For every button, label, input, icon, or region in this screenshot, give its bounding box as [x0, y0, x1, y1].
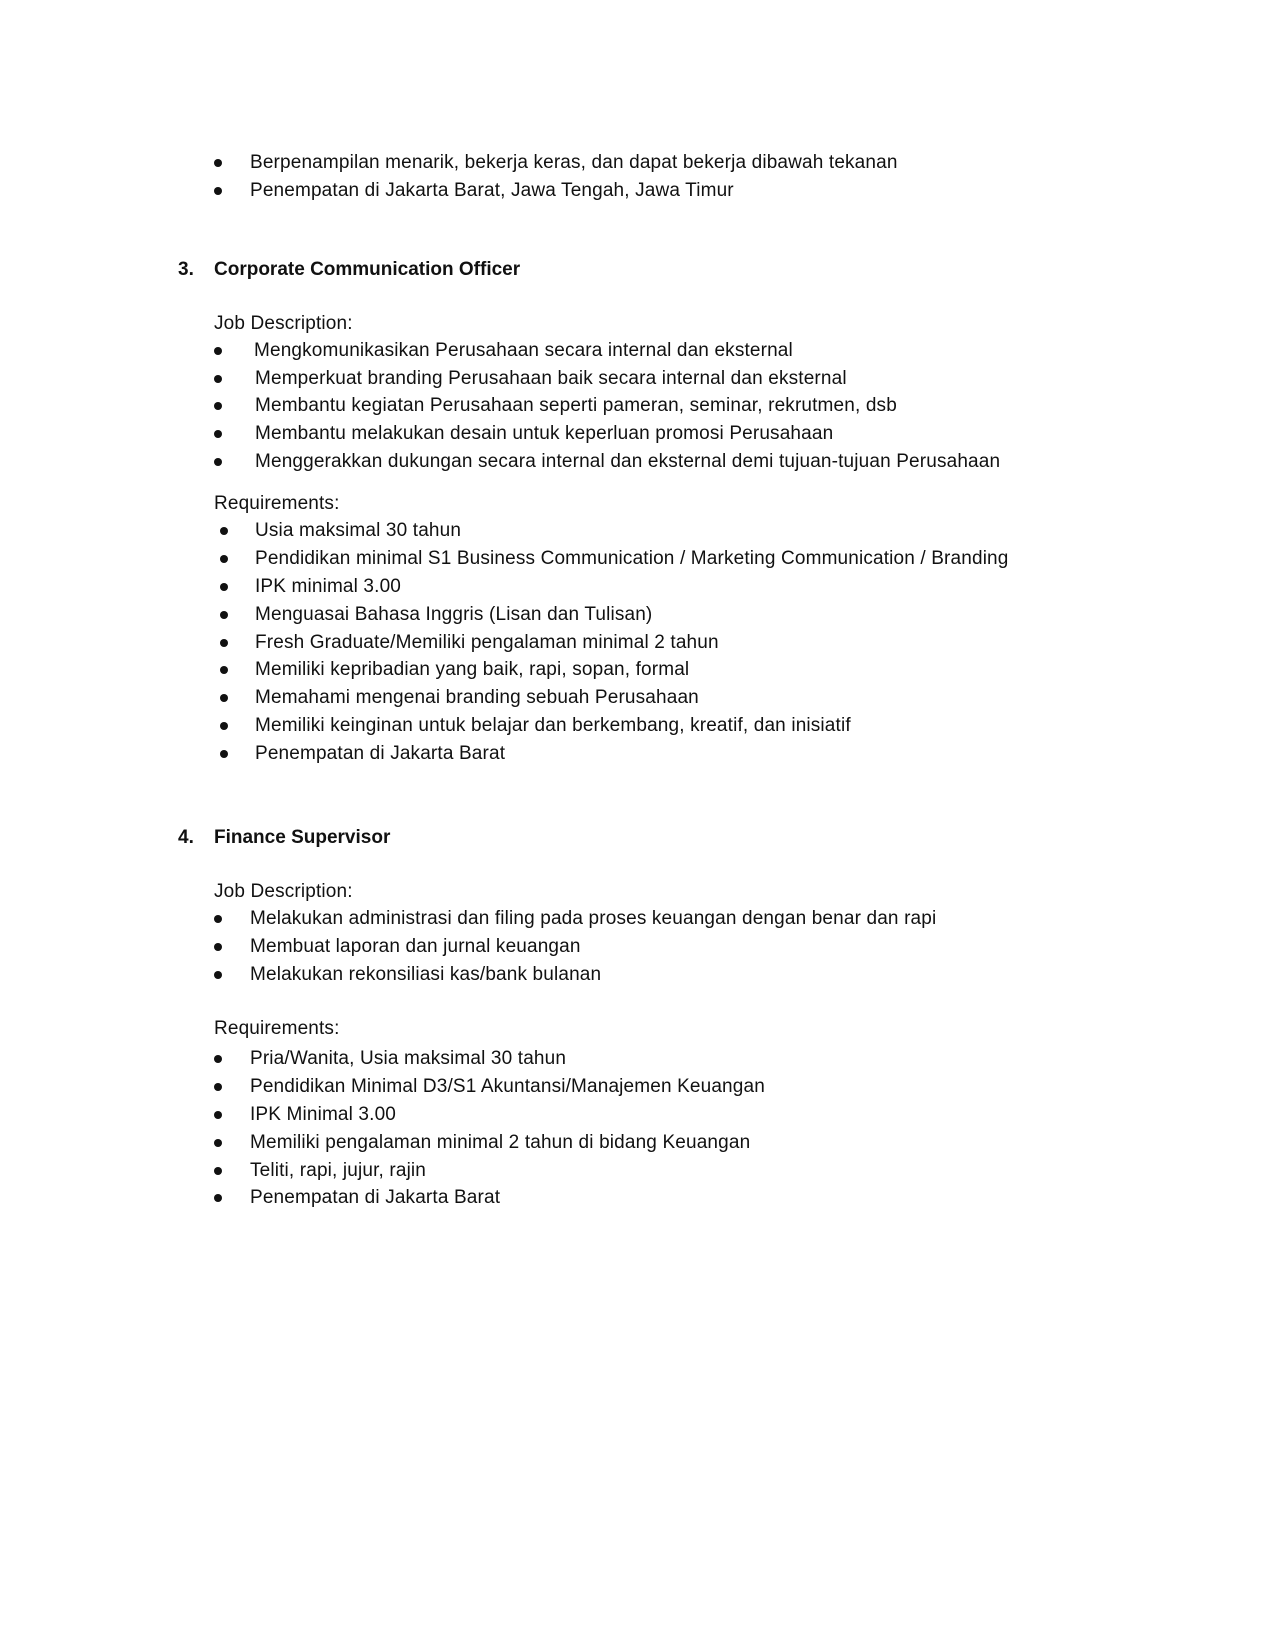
list-item: Memiliki keinginan untuk belajar dan berkembang, kreatif, dan inisiatif	[255, 715, 851, 736]
list-item: Mengkomunikasikan Perusahaan secara internal dan eksternal	[254, 340, 793, 361]
list-item: IPK Minimal 3.00	[250, 1104, 397, 1125]
list-item: Memiliki pengalaman minimal 2 tahun di bidang Keuangan	[250, 1132, 751, 1153]
bullet-icon	[220, 666, 228, 674]
requirements-label: Requirements:	[214, 1018, 340, 1039]
list-item: Pendidikan minimal S1 Business Communication / Marketing Communication / Branding	[255, 548, 1009, 569]
bullet-icon	[214, 943, 222, 951]
bullet-icon	[220, 555, 228, 563]
bullet-icon	[220, 694, 228, 702]
bullet-icon	[220, 722, 228, 730]
list-item: Pendidikan Minimal D3/S1 Akuntansi/Manajemen Keuangan	[250, 1076, 765, 1097]
bullet-icon	[214, 1167, 222, 1175]
bullet-icon	[214, 430, 222, 438]
list-item: Membuat laporan dan jurnal keuangan	[250, 936, 581, 957]
list-item: Penempatan di Jakarta Barat	[255, 743, 506, 764]
bullet-icon	[214, 1083, 222, 1091]
bullet-icon	[220, 611, 228, 619]
list-item: Membantu melakukan desain untuk keperluan promosi Perusahaan	[255, 423, 834, 444]
bullet-icon	[214, 1111, 222, 1119]
section-title: Corporate Communication Officer	[214, 259, 521, 280]
bullet-icon	[214, 347, 222, 355]
list-item: Memahami mengenai branding sebuah Perusahaan	[255, 687, 699, 708]
bullet-icon	[220, 583, 228, 591]
job-description-label: Job Description:	[214, 313, 353, 334]
list-item: Teliti, rapi, jujur, rajin	[250, 1160, 427, 1181]
job-description-label: Job Description:	[214, 881, 353, 902]
list-item: Memperkuat branding Perusahaan baik secara internal dan eksternal	[255, 368, 847, 389]
bullet-icon	[214, 915, 222, 923]
list-item: Fresh Graduate/Memiliki pengalaman minimal 2 tahun	[255, 632, 719, 653]
bullet-icon	[214, 971, 222, 979]
list-item: Usia maksimal 30 tahun	[255, 520, 462, 541]
list-item: Melakukan rekonsiliasi kas/bank bulanan	[250, 964, 602, 985]
bullet-icon	[220, 750, 228, 758]
bullet-icon	[214, 1139, 222, 1147]
bullet-icon	[220, 639, 228, 647]
requirements-label: Requirements:	[214, 493, 340, 514]
list-item: Berpenampilan menarik, bekerja keras, dan dapat bekerja dibawah tekanan	[250, 152, 898, 173]
bullet-icon	[214, 159, 222, 167]
bullet-icon	[214, 1194, 222, 1202]
list-item: Penempatan di Jakarta Barat	[250, 1187, 501, 1208]
section-title: Finance Supervisor	[214, 827, 391, 848]
bullet-icon	[214, 458, 222, 466]
list-item: Membantu kegiatan Perusahaan seperti pameran, seminar, rekrutmen, dsb	[255, 395, 897, 416]
section-number: 4.	[178, 827, 194, 848]
bullet-icon	[214, 402, 222, 410]
section-number: 3.	[178, 259, 194, 280]
list-item: Menguasai Bahasa Inggris (Lisan dan Tulisan)	[255, 604, 653, 625]
list-item: Memiliki kepribadian yang baik, rapi, sopan, formal	[255, 659, 690, 680]
list-item: Melakukan administrasi dan filing pada proses keuangan dengan benar dan rapi	[250, 908, 937, 929]
list-item: Penempatan di Jakarta Barat, Jawa Tengah, Jawa Timur	[250, 180, 734, 201]
list-item: IPK minimal 3.00	[255, 576, 402, 597]
bullet-icon	[214, 187, 222, 195]
bullet-icon	[214, 375, 222, 383]
bullet-icon	[214, 1055, 222, 1063]
list-item: Pria/Wanita, Usia maksimal 30 tahun	[250, 1048, 567, 1069]
bullet-icon	[220, 527, 228, 535]
list-item: Menggerakkan dukungan secara internal dan eksternal demi tujuan-tujuan Perusahaan	[255, 451, 1001, 472]
